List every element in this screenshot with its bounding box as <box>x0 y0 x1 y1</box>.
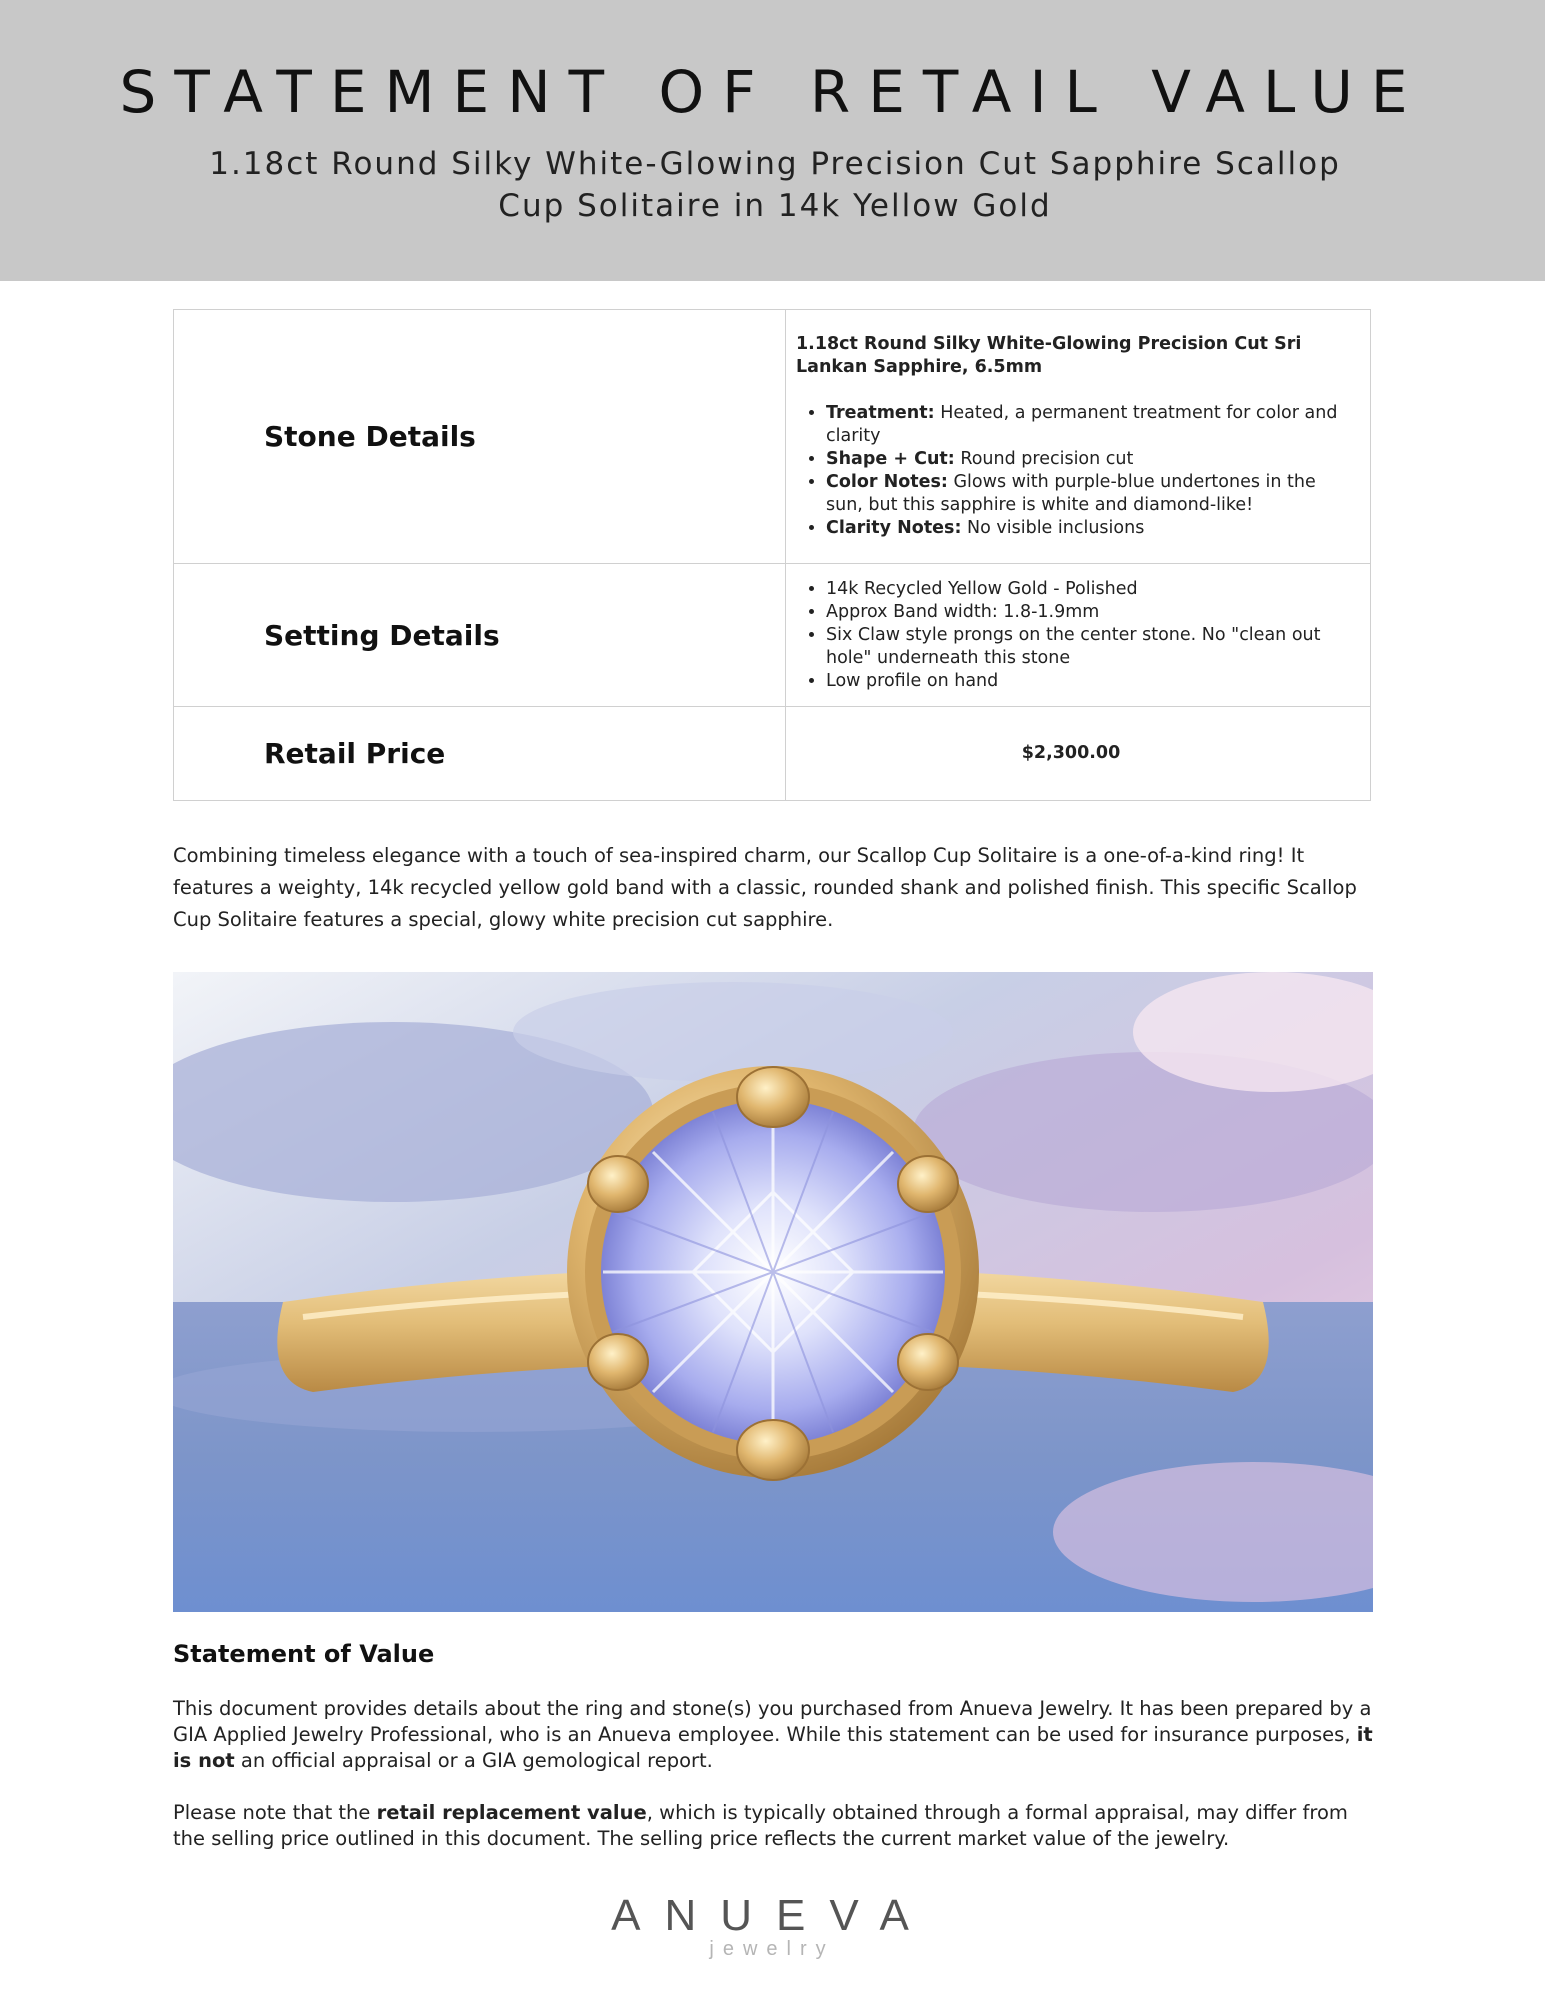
list-item: • Low profile on hand <box>826 670 1346 693</box>
stone-details-list <box>796 402 1346 540</box>
setting-details-list <box>796 578 1346 693</box>
statement-emphasis: retail replacement value <box>376 1801 647 1824</box>
setting-details-value <box>786 564 1371 707</box>
retail-price-value: $2,300.00 <box>786 707 1371 801</box>
list-item-shape-cut <box>826 448 1346 471</box>
page-header <box>0 0 1545 281</box>
anueva-logo <box>572 1890 972 1960</box>
ring-illustration <box>173 972 1373 1612</box>
intro-paragraph: Combining timeless elegance with a touch of sea-inspired charm, our Scallop Cup Solitaire is a one-of-a-kind ring! It features a weighty, 14k recycled yellow gold band with a classic, rounded shank and polished finish. This specific Scallop Cup Solitaire features a special, glowy white precision cut sapphire. <box>173 844 1357 931</box>
page-subtitle: 1.18ct Round Silky White-Glowing Precision Cut Sapphire Scallop Cup Solitaire in 14k Yellow Gold <box>209 146 1341 224</box>
list-item-text: Heated, a permanent treatment for color and clarity <box>826 403 1338 446</box>
statement-paragraph-1 <box>173 1696 1373 1774</box>
table-row-stone <box>174 310 1371 564</box>
statement-text: This document provides details about the ring and stone(s) you purchased from Anueva Jewelry. It has been prepared by a GIA Applied Jewelry Professional, who is an Anueva employee. While this statement can be used for insurance purposes, <box>173 1697 1372 1746</box>
list-item-treatment <box>826 402 1346 448</box>
list-item: • Six Claw style prongs on the center stone. No "clean out hole" underneath this stone <box>826 624 1346 670</box>
stone-heading: 1.18ct Round Silky White-Glowing Precision Cut Sri Lankan Sapphire, 6.5mm <box>796 334 1302 377</box>
list-item-key: Color Notes: <box>826 472 948 492</box>
statement-text: an official appraisal or a GIA gemological report. <box>234 1749 713 1772</box>
setting-details-label: Setting Details <box>174 564 786 707</box>
table-row-price <box>174 707 1371 801</box>
list-item: • Approx Band width: 1.8-1.9mm <box>826 601 1346 624</box>
list-item: • 14k Recycled Yellow Gold - Polished <box>826 578 1346 601</box>
ring-photo <box>173 972 1373 1612</box>
stone-details-value <box>786 310 1371 564</box>
logo-graphic <box>572 1890 972 1960</box>
list-item-key: Treatment: <box>826 403 935 423</box>
statement-text: Please note that the <box>173 1801 377 1824</box>
list-item-text: No visible inclusions <box>961 518 1145 538</box>
statement-emphasis: it is not <box>173 1723 1373 1772</box>
logo-tagline: jewelry <box>709 1938 835 1960</box>
stone-details-label: Stone Details <box>174 310 786 564</box>
list-item-color-notes <box>826 471 1346 517</box>
table-row-setting <box>174 564 1371 707</box>
page-title: STATEMENT OF RETAIL VALUE <box>119 58 1426 126</box>
logo-wordmark: ANUEVA <box>611 1891 933 1940</box>
details-table <box>173 309 1371 801</box>
list-item-key: Shape + Cut: <box>826 449 955 469</box>
retail-price-label: Retail Price <box>174 707 786 801</box>
list-item-text: Glows with purple-blue undertones in the sun, but this sapphire is white and diamond-like! <box>826 472 1316 515</box>
statement-of-value-title: Statement of Value <box>173 1640 435 1668</box>
statement-text: , which is typically obtained through a formal appraisal, may differ from the selling price outlined in this document. The selling price reflects the current market value of the jewelry. <box>173 1801 1348 1850</box>
list-item-clarity-notes <box>826 517 1346 540</box>
list-item-text: Round precision cut <box>954 449 1134 469</box>
list-item-key: Clarity Notes: <box>826 518 962 538</box>
statement-paragraph-2 <box>173 1800 1373 1852</box>
